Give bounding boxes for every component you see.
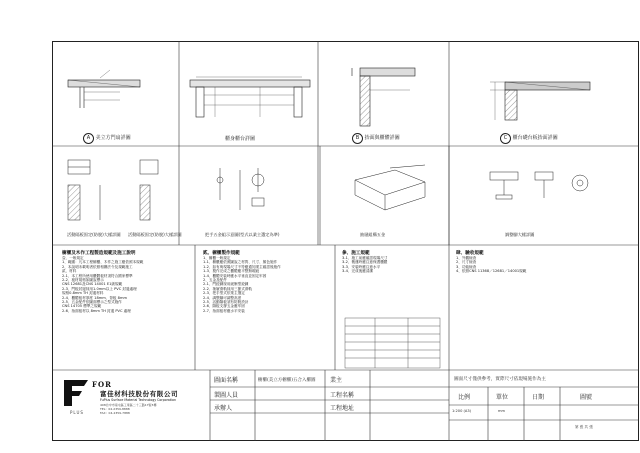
drawer-detail-title: 抽屜組構五金: [360, 232, 386, 237]
notes-2-line: 2-1、門鉸鍊採用緩衝型鉸鍊: [203, 282, 249, 287]
notes-1-line: 2-6、抬面板材以 8mm TH 封邊 PVC 處理: [62, 308, 131, 313]
detail-a-drawing: [68, 70, 140, 108]
foot-detail-title: 調整腳大樣詳圖: [505, 232, 535, 237]
notes-2-line: 2、五金及配件: [203, 278, 227, 283]
notes-3-title: 參、施工規範: [342, 251, 370, 256]
cabinet-body-drawing: [190, 77, 310, 117]
company-fax: FAX：04-2359-7888: [100, 411, 130, 415]
drawing-name-label: 圖面名稱: [214, 377, 239, 384]
scale-label: 比例: [458, 394, 471, 401]
notes-1-line: CNS 12681及CNS 14001 E1級規範: [62, 282, 123, 287]
notes-1-title: 櫥櫃及木作工程製造規範及施工說明: [62, 251, 136, 256]
notes-3-line: 3-2、搬運時應注意保護櫃體: [342, 260, 388, 265]
notes-2-line: 2-6、隔板支撐五金應牢固: [203, 304, 245, 309]
notes-2-line: 1-1、櫥櫃應依照圖說之材質、尺寸、顏色施作: [203, 260, 278, 265]
notes-1-line: 1、範圍：凡本工程櫥櫃、木作之施工應依照本規範: [62, 260, 144, 265]
scale-value: 1:200 (A3): [452, 409, 472, 413]
detail-b-marker: B: [352, 133, 363, 144]
dimension-note: 圖面尺寸僅供參考，實際尺寸依現場施作為主: [454, 377, 546, 382]
spec-table: [345, 318, 440, 368]
detail-c-title: [500, 133, 558, 144]
company-logo: [58, 376, 92, 410]
detail-a-marker: A: [83, 133, 94, 144]
notes-1-line: 2、本說明未載明者依照相關法令及規範施工: [62, 264, 133, 269]
shelf-detail-title-1: 活動隔板固定(防脫)大樣詳圖: [67, 232, 121, 237]
notes-1-line: 2-4、櫃體板材厚度 18mm、背板 8mm: [62, 295, 127, 300]
shelf-support-drawings: [68, 160, 158, 220]
notes-col-1: [62, 250, 192, 313]
notes-4-line: 3、功能檢查: [456, 264, 477, 269]
notes-2-line: 2-5、活動隔板須有防脫設計: [203, 300, 249, 305]
notes-2-line: 1、櫥櫃一般規定: [203, 256, 231, 260]
project-name-label: 工程名稱: [330, 392, 355, 399]
logo-subtext: PLUS: [70, 410, 84, 415]
handle-detail-title: 把手五金組示意圖(型式以業主選定為準): [205, 232, 280, 237]
notes-2-line: 1-4、櫃體安裝時應水平垂直並固定牢固: [203, 273, 267, 278]
cabinet-body-title: 櫃身櫃台詳圖: [225, 136, 256, 142]
notes-col-3: [342, 250, 446, 274]
notes-1-line: 2-5、五金配件依圖面標示之型式施作: [62, 300, 122, 305]
notes-4-line: 2、尺寸檢查: [456, 260, 477, 265]
owner-label: 業主: [330, 377, 343, 384]
detail-b-label: 抬面與櫃體詳圖: [364, 135, 400, 141]
notes-2-line: 2-2、抽屜滑軌採用三節式滑軌: [203, 286, 252, 291]
notes-2-line: 2-3、把手型式依業主選定: [203, 291, 245, 296]
site-address-label: 工程地址: [330, 405, 355, 412]
adjust-foot-drawing: [490, 172, 588, 199]
notes-2-line: 2-7、抬面板材應水平安裝: [203, 308, 245, 313]
notes-1-line: 2-1、本工程所使用櫃體板材須符合國家標準: [62, 273, 133, 278]
notes-1-line: 壹、一般規定: [62, 256, 84, 260]
notes-4-line: 1、外觀檢查: [456, 256, 477, 260]
detail-c-drawing: [490, 82, 590, 120]
notes-3-line: 3-3、安裝時應注意水平: [342, 264, 381, 269]
company-address: 408台中市南屯區工業區二十三路17號3樓: [100, 403, 157, 407]
notes-2-line: 2-4、調整腳可調整高度: [203, 295, 242, 300]
notes-2-title: 貳、櫥櫃製作規範: [203, 251, 240, 256]
notes-1-line: 規格0.8mm TH 封邊材料: [62, 291, 104, 296]
approver-label: 承辦人: [214, 405, 233, 412]
notes-4-title: 肆、驗收規範: [456, 251, 484, 256]
drawer-drawing: [355, 165, 425, 210]
notes-1-line: 2-2、板材規格如圖說標示: [62, 278, 104, 283]
logo-mark-icon: [58, 376, 92, 410]
detail-b-title: [352, 133, 400, 144]
date-label: 日期: [532, 394, 545, 401]
notes-1-line: CNS 14705 標準之規範: [62, 304, 102, 309]
notes-2-line: 1-3、製作完成之櫃體應平整無瑕疵: [203, 269, 260, 274]
sheet-number-value: 第 張 共 張: [575, 425, 593, 429]
detail-a-title: [83, 133, 131, 144]
drawing-name-value: 櫥櫃(美立方櫥櫃)五合入櫃圖: [258, 378, 316, 383]
handle-hardware-drawing: [217, 168, 264, 210]
notes-4-line: 4、依照CNS 11368／12681／14001規範: [456, 269, 527, 274]
notes-col-2: [203, 250, 331, 313]
notes-1-line: 貳、材料: [62, 269, 77, 274]
detail-c-marker: C: [500, 133, 511, 144]
logo-text: FOR: [92, 380, 112, 389]
drafter-label: 製圖人員: [214, 392, 239, 399]
unit-value: mm: [498, 409, 506, 413]
notes-2-line: 1-2、如有與現場尺寸不符應通知業主確認後施作: [203, 264, 281, 269]
company-name-en: FuPlus Surface Material Technology Corporation: [100, 398, 176, 402]
company-name: 富佳材科技股份有限公司: [100, 390, 179, 398]
sheet-number-label: 圖號: [580, 394, 593, 401]
detail-c-label: 櫃台礎台板抬面詳圖: [512, 135, 558, 141]
shelf-detail-title-2: 活動隔板固定(防脫)大樣詳圖: [128, 232, 182, 237]
detail-a-label: 美立方門扇詳圖: [95, 135, 131, 141]
detail-b-drawing: [352, 68, 415, 126]
company-tel: TEL：04-2359-8888: [100, 407, 130, 411]
unit-label: 單位: [496, 394, 509, 401]
notes-3-line: 3-4、完成後應清潔: [342, 269, 374, 274]
notes-col-4: [456, 250, 586, 274]
notes-3-line: 3-1、施工前應確認現場尺寸: [342, 256, 388, 260]
notes-1-line: 2-3、門板封邊採用1.0mm以上 PVC 封邊處理: [62, 286, 137, 291]
